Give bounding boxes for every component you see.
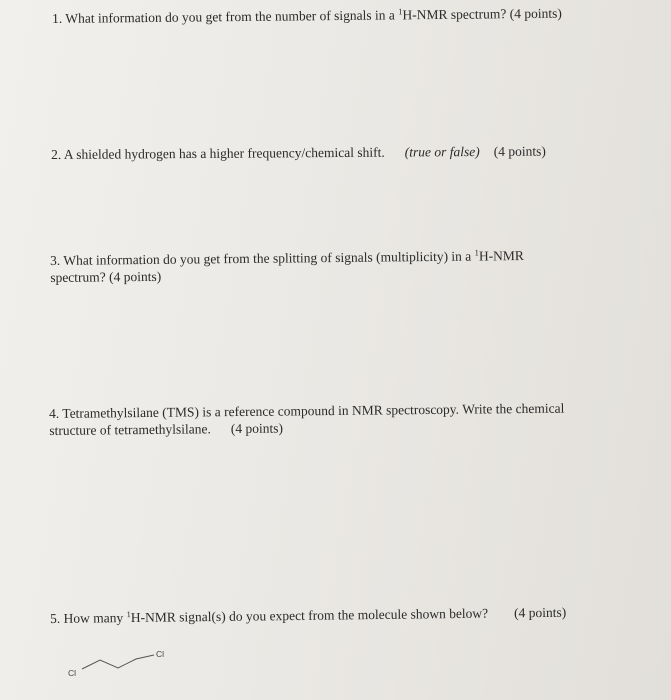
question-3-text-line-2: spectrum? bbox=[50, 269, 106, 285]
question-3-points: (4 points) bbox=[109, 268, 162, 285]
question-2-choice: (true or false) bbox=[404, 144, 480, 160]
chlorine-atom-left: Cl bbox=[68, 668, 77, 678]
question-5 bbox=[50, 604, 566, 627]
question-1-points: (4 points) bbox=[509, 5, 562, 22]
question-5-text: 5. How many bbox=[50, 610, 127, 626]
question-3-text-cont: H-NMR bbox=[478, 248, 524, 264]
question-3-superscript: 1 bbox=[474, 247, 479, 258]
question-3 bbox=[50, 247, 524, 286]
dichloropropane-structure bbox=[62, 642, 192, 688]
question-4-line-1: 4. Tetramethylsilane (TMS) is a reference compound in NMR spectroscopy. Write the chemical bbox=[49, 400, 565, 421]
question-2-points: (4 points) bbox=[493, 143, 546, 159]
carbon-chain-bonds bbox=[82, 655, 154, 669]
question-5-superscript: 1 bbox=[126, 609, 131, 620]
question-4-points: (4 points) bbox=[230, 420, 284, 437]
question-4-text-line-2: structure of tetramethylsilane. bbox=[49, 421, 211, 438]
question-3-line-2 bbox=[50, 264, 524, 286]
question-2 bbox=[51, 143, 546, 163]
question-5-text-cont: H-NMR signal(s) do you expect from the molecule shown below? bbox=[130, 605, 489, 626]
question-5-points: (4 points) bbox=[514, 604, 567, 621]
question-4 bbox=[49, 400, 565, 439]
question-1-text-cont: H-NMR spectrum? bbox=[402, 6, 507, 23]
question-2-text: 2. A shielded hydrogen has a higher frequency/chemical shift. bbox=[51, 144, 385, 162]
question-1 bbox=[52, 5, 562, 27]
question-1-text: 1. What information do you get from the number of signals in a bbox=[52, 7, 399, 26]
question-1-superscript: 1 bbox=[398, 6, 403, 17]
chlorine-atom-right: Cl bbox=[156, 649, 165, 659]
question-3-text: 3. What information do you get from the splitting of signals (multiplicity) in a bbox=[50, 248, 475, 268]
